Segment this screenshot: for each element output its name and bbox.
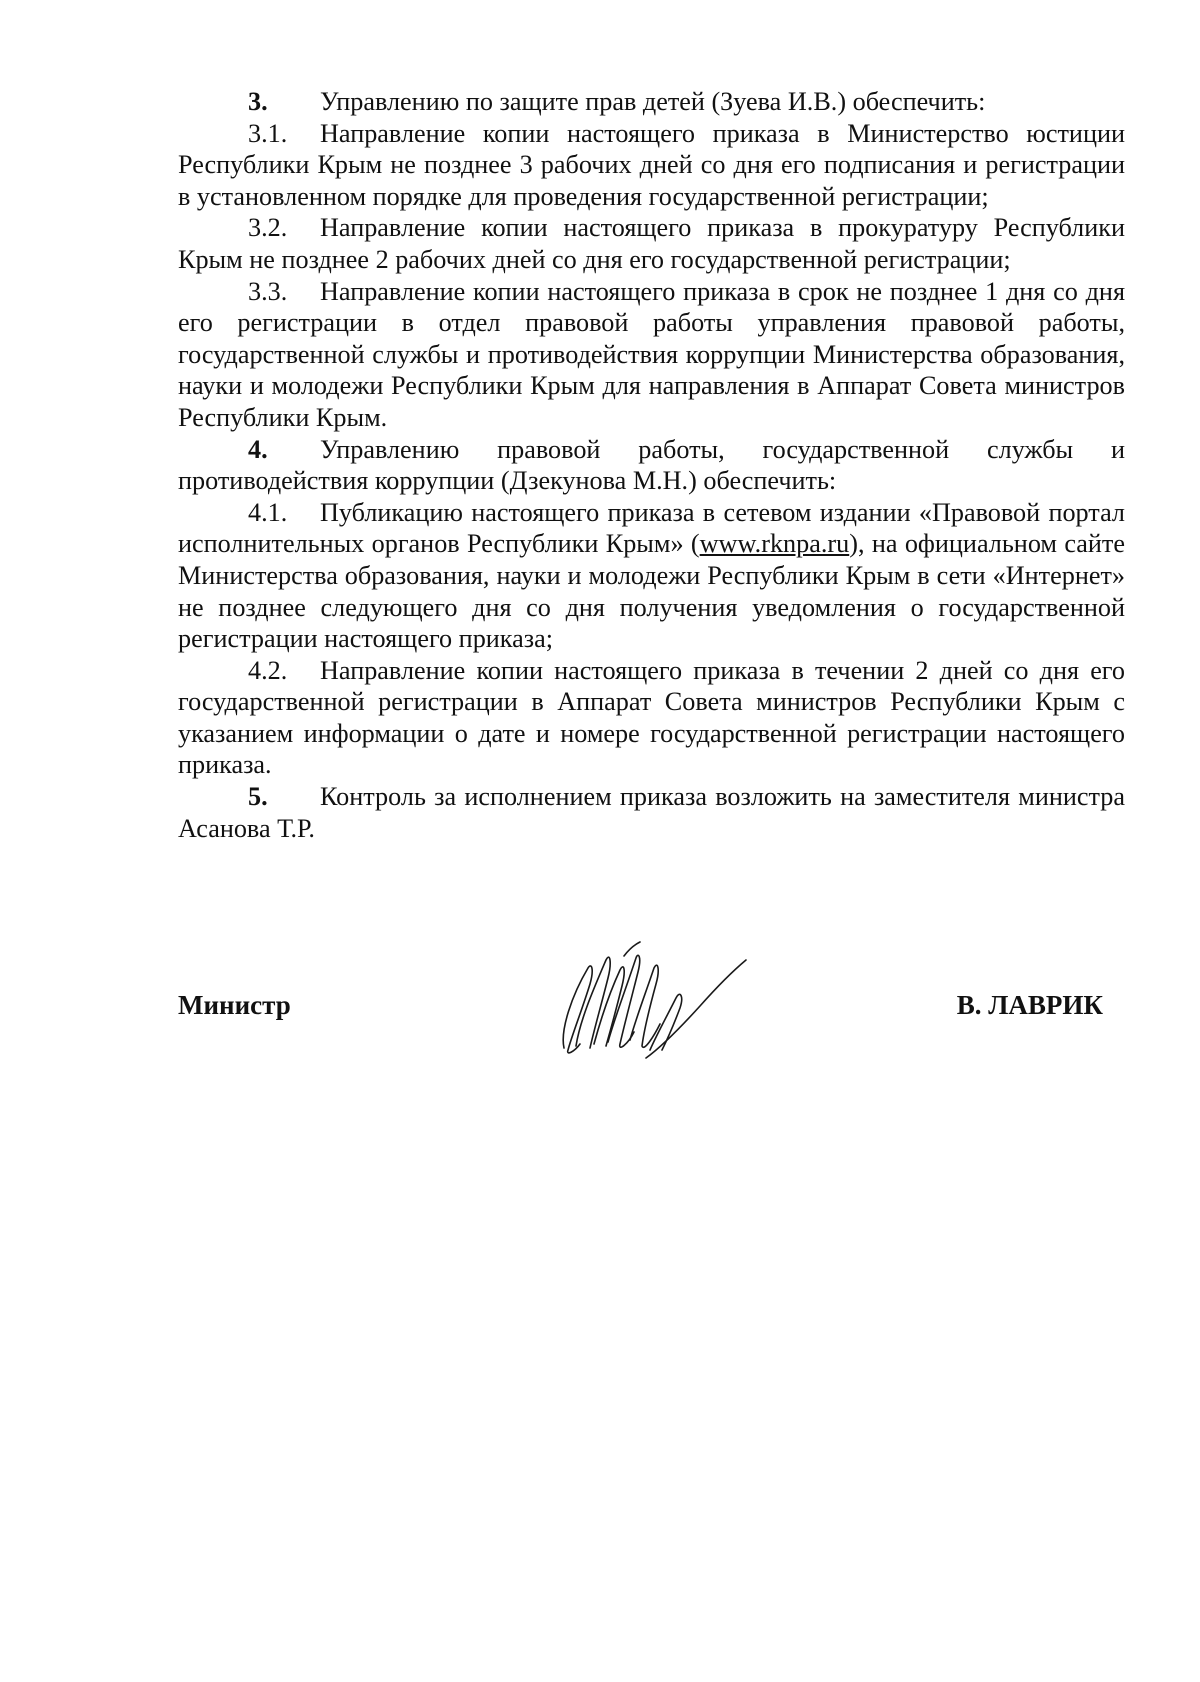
- paragraph-text: ), на официальном сайте Министерства образования, науки и молодежи Республики Крым в сети «Интернет» не позднее следующего дня со дня получения уведомления о государственной регистрации настоящего приказа;: [178, 529, 1125, 654]
- paragraph-3-2: [178, 212, 1125, 275]
- paragraph-number: 3.3.: [248, 276, 288, 306]
- paragraph-text: Направление копии настоящего приказа в срок не позднее 1 дня со дня его регистрации в отдел правовой работы управления правовой работы, государственной службы и противодействия коррупции Министерства образования, науки и молодежи Республики Крым для направления в Аппарат Совета министров Республики Крым.: [178, 276, 1125, 432]
- paragraph-number: 4.1.: [248, 497, 288, 527]
- paragraph-text: Управлению правовой работы, государственной службы и противодействия коррупции (Дзекунова М.Н.) обеспечить:: [178, 434, 1125, 496]
- paragraph-text: Направление копии настоящего приказа в прокуратуру Республики Крым не позднее 2 рабочих дней со дня его государственной регистрации;: [178, 213, 1125, 274]
- paragraph-3-1: [178, 118, 1125, 213]
- paragraph-number: 4.: [248, 434, 268, 464]
- handwritten-signature: [550, 940, 750, 1060]
- portal-link[interactable]: www.rknpa.ru: [699, 529, 850, 559]
- paragraph-text: Публикацию настоящего приказа в сетевом издании «Правовой портал исполнительных органов Республики Крым» (: [178, 497, 1125, 559]
- signatory-title: Министр: [178, 990, 291, 1020]
- paragraph-5: [178, 781, 1125, 844]
- paragraph-text: Контроль за исполнением приказа возложить на заместителя министра Асанова Т.Р.: [178, 782, 1125, 843]
- paragraph-4: [178, 434, 1125, 497]
- paragraph-text: Управлению по защите прав детей (Зуева И.В.) обеспечить:: [320, 87, 986, 116]
- paragraph-number: 3.2.: [248, 213, 288, 243]
- paragraph-number: 3.1.: [248, 118, 288, 148]
- document-body: [178, 86, 1125, 844]
- paragraph-3: [178, 86, 1125, 118]
- paragraph-4-2: [178, 655, 1125, 781]
- paragraph-text: Направление копии настоящего приказа в течении 2 дней со дня его государственной регистрации в Аппарат Совета министров Республики Крым с указанием информации о дате и номере государственной регистрации настоящего приказа.: [178, 655, 1125, 780]
- paragraph-number: 4.2.: [248, 655, 288, 685]
- paragraph-number: 3.: [248, 87, 268, 116]
- paragraph-number: 5.: [248, 782, 268, 812]
- paragraph-3-3: [178, 276, 1125, 434]
- paragraph-4-1: [178, 497, 1125, 655]
- paragraph-text: Направление копии настоящего приказа в Министерство юстиции Республики Крым не позднее 3 рабочих дней со дня его подписания и регистрации в установленном порядке для проведения государственной регистрации;: [178, 118, 1125, 211]
- signatory-name: В. ЛАВРИК: [956, 990, 1103, 1020]
